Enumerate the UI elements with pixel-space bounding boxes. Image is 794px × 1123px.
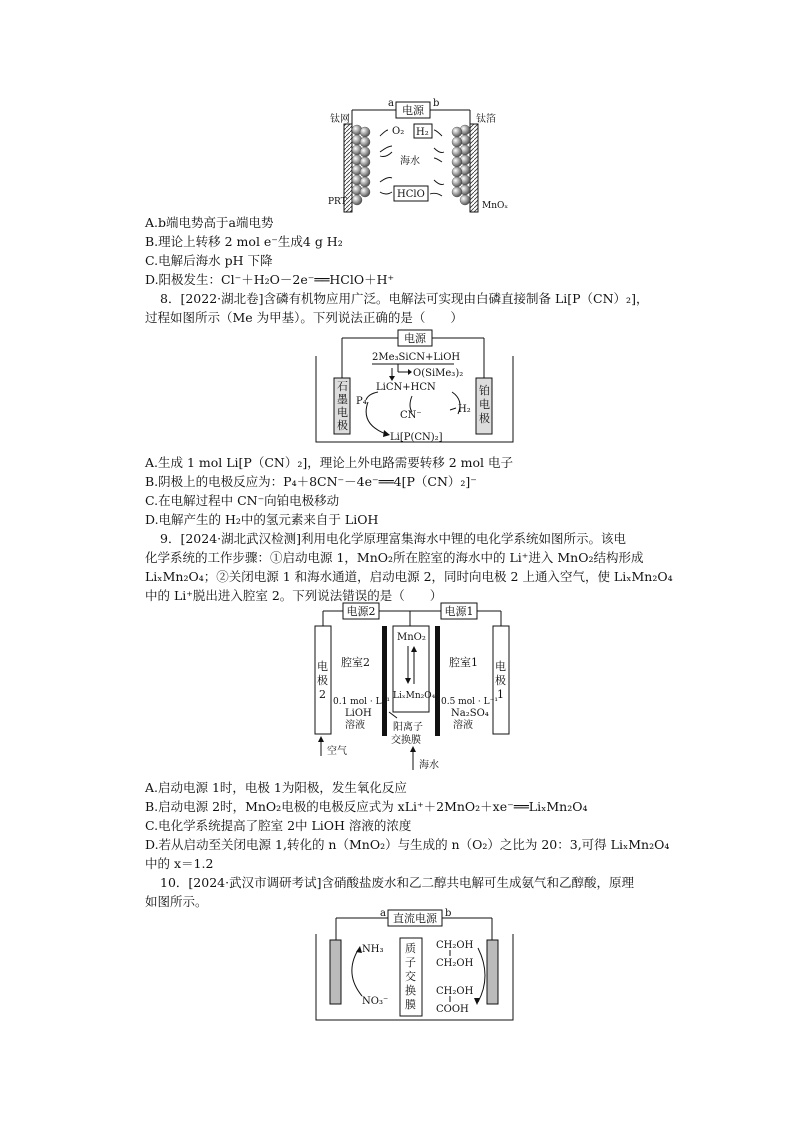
q9-stem-4: 中的 Li⁺脱出进入腔室 2。下列说法错误的是（ ） xyxy=(145,588,443,603)
product-label: Li[P(CN)₂] xyxy=(390,432,443,443)
cooh: COOH xyxy=(436,1004,469,1015)
o2-label: O₂ xyxy=(392,126,405,137)
q8-option-b: B.阴极上的电极反应为：P₄＋8CN⁻－4e⁻══4[P（CN）₂]⁻ xyxy=(145,474,477,489)
platinum-electrode-char-3: 极 xyxy=(479,412,490,425)
q9-stem-2: 化学系统的工作步骤：①启动电源 1，MnO₂所在腔室的海水中的 Li⁺进入 MnO₂结构形成 xyxy=(145,550,644,565)
dc-power-label: 直流电源 xyxy=(393,912,437,925)
terminal-b: b xyxy=(433,98,440,109)
h2-label: H₂ xyxy=(416,127,429,138)
power-label: 电源 xyxy=(404,332,426,345)
lican-hcn-label: LiCN+HCN xyxy=(376,382,436,393)
sol1-conc: 0.5 mol · L⁻¹ xyxy=(441,697,498,707)
figure-white-phosphorus-electrolysis xyxy=(312,326,517,446)
seawater-label: 海水 xyxy=(400,156,420,167)
q9-option-a: A.启动电源 1时，电极 1为阳极，发生氧化反应 xyxy=(145,780,407,795)
membrane-label-2: 交换膜 xyxy=(391,735,421,746)
q10-stem-1: 10．[2024·武汉市调研考试]含硝酸盐废水和乙二醇共电解可生成氨气和乙醇酸，原理 xyxy=(160,875,634,890)
ch2oh-3: CH₂OH xyxy=(436,986,474,997)
limn2o4-label: LiₓMn₂O₄ xyxy=(393,691,436,701)
q9-option-d: D.若从启动至关闭电源 1,转化的 n（MnO₂）与生成的 n（O₂）之比为 20：3,可得 LiₓMn₂O₄ xyxy=(145,837,670,852)
figure-seawater-electrolysis xyxy=(330,96,520,216)
right-electrode-label: 钛箔 xyxy=(476,114,496,125)
nh3-label: NH₃ xyxy=(362,944,384,955)
membrane-char-2: 子 xyxy=(405,956,416,969)
sol1-solution: 溶液 xyxy=(453,720,473,731)
electrode1-char-2: 极 xyxy=(495,674,506,687)
electrode2-char-1: 电 xyxy=(317,660,328,673)
q8-option-a: A.生成 1 mol Li[P（CN）₂]，理论上外电路需要转移 2 mol 电子 xyxy=(145,455,513,470)
sol2-conc: 0.1 mol · L⁻¹ xyxy=(333,697,390,707)
left-balls xyxy=(352,125,370,205)
q9-stem-3: LiₓMn₂O₄；②关闭电源 1 和海水通道，启动电源 2，同时向电极 2 上通入空气，使 LiₓMn₂O₄ xyxy=(145,569,673,584)
byproduct-label: O(SiMe₃)₂ xyxy=(413,368,464,379)
graphite-electrode-char-2: 墨 xyxy=(337,393,348,406)
q7-option-c: C.电解后海水 pH 下降 xyxy=(145,253,273,268)
graphite-electrode-char-4: 极 xyxy=(337,419,348,432)
hclo-label: HClO xyxy=(397,189,425,200)
q8-stem-2: 过程如图所示（Me 为甲基）。下列说法正确的是（ ） xyxy=(145,310,463,325)
figure-nitrate-glycol-electrolysis xyxy=(312,906,517,1026)
sol1-name: Na₂SO₄ xyxy=(451,708,489,719)
q8-stem-1: 8．[2022·湖北卷]含磷有机物应用广泛。电解法可实现由白磷直接制备 Li[P（CN）₂]， xyxy=(160,291,649,306)
prt-label: PRT xyxy=(328,197,347,207)
q10-stem-2: 如图所示。 xyxy=(145,894,208,909)
q8-option-d: D.电解产生的 H₂中的氢元素来自于 LiOH xyxy=(145,512,379,527)
chamber1-label: 腔室1 xyxy=(449,656,478,669)
seawater-label: 海水 xyxy=(419,760,439,771)
graphite-electrode-char-1: 石 xyxy=(337,380,348,393)
sol2-solution: 溶液 xyxy=(345,720,365,731)
platinum-electrode-char-2: 电 xyxy=(479,398,490,411)
membrane-char-1: 质 xyxy=(405,942,416,955)
terminal-a: a xyxy=(388,98,394,109)
p4-label: P₄ xyxy=(356,396,367,407)
electrode1-char-1: 电 xyxy=(495,660,506,673)
membrane-char-4: 换 xyxy=(405,984,416,997)
graphite-electrode-char-3: 电 xyxy=(337,406,348,419)
electrode2-char-3: 2 xyxy=(319,688,326,701)
q9-option-b: B.启动电源 2时，MnO₂电极的电极反应式为 xLi⁺＋2MnO₂＋xe⁻══LiₓMn₂O₄ xyxy=(145,799,588,814)
power2-label: 电源2 xyxy=(346,605,376,618)
sol2-name: LiOH xyxy=(345,708,372,719)
q7-option-a: A.b端电势高于a端电势 xyxy=(145,215,274,230)
ch2oh-1: CH₂OH xyxy=(436,940,474,951)
mno2-label: MnO₂ xyxy=(397,632,426,643)
power1-label: 电源1 xyxy=(444,605,474,618)
chamber2-label: 腔室2 xyxy=(341,656,370,669)
left-electrode-label: 钛网 xyxy=(330,114,350,125)
q8-option-c: C.在电解过程中 CN⁻向铂电极移动 xyxy=(145,493,340,508)
q9-stem-1: 9．[2024·湖北武汉检测]利用电化学原理富集海水中锂的电化学系统如图所示。该电 xyxy=(160,531,626,546)
membrane-char-5: 膜 xyxy=(405,998,416,1011)
q9-option-c: C.电化学系统提高了腔室 2中 LiOH 溶液的浓度 xyxy=(145,818,412,833)
terminal-a: a xyxy=(380,908,386,919)
membrane-char-3: 交 xyxy=(405,970,416,983)
right-balls xyxy=(452,125,470,205)
terminal-b: b xyxy=(445,908,452,919)
power-label: 电源 xyxy=(402,104,424,117)
ch2oh-2: CH₂OH xyxy=(436,958,474,969)
h2-label: H₂ xyxy=(458,404,471,415)
membrane-label-1: 阳离子 xyxy=(393,722,423,733)
cn-label: CN⁻ xyxy=(400,410,422,421)
air-label: 空气 xyxy=(327,746,347,757)
electrode1-char-3: 1 xyxy=(497,688,504,701)
q7-option-d: D.阳极发生：Cl⁻＋H₂O－2e⁻══HClO＋H⁺ xyxy=(145,272,395,287)
reactant-label: 2Me₃SiCN+LiOH xyxy=(372,352,461,363)
figure-lithium-enrichment xyxy=(305,600,535,775)
electrode2-char-2: 极 xyxy=(317,674,328,687)
q9-option-d-cont: 中的 x＝1.2 xyxy=(145,856,214,871)
no3-label: NO₃⁻ xyxy=(362,996,389,1007)
mnox-label: MnOₓ xyxy=(482,201,509,211)
q7-option-b: B.理论上转移 2 mol e⁻生成4 g H₂ xyxy=(145,234,343,249)
platinum-electrode-char-1: 铂 xyxy=(479,384,490,397)
